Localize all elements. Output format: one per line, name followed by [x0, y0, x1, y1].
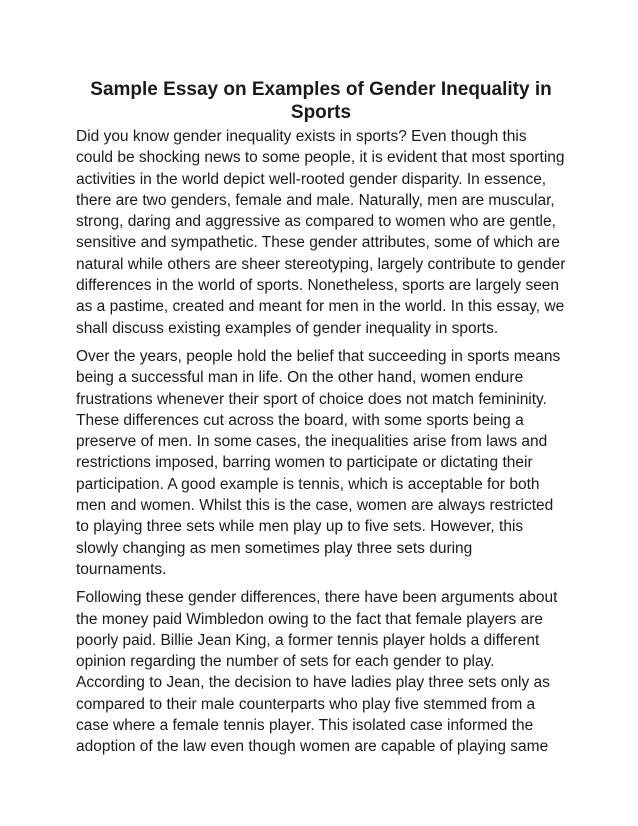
paragraph-2: Over the years, people hold the belief that succeeding in sports means being a successful man in life. On the other hand, women endure frustrations whenever their sport of choice does not match femininity. These differences cut across the board, with some sports being a preserve of men. In some cases, the inequalities arise from laws and restrictions imposed, barring women to participate or dictating their participation. A good example is tennis, which is acceptable for both men and women. Whilst this is the case, women are always restricted to playing three sets while men play up to five sets. However, this slowly changing as men sometimes play three sets during tournaments. [76, 347, 561, 578]
document-body [76, 78, 566, 765]
paragraph-3: Following these gender differences, there have been arguments about the money paid Wimbledon owing to the fact that female players are poorly paid. Billie Jean King, a former tennis player holds a different opinion regarding the number of sets for each gender to play. According to Jean, the decision to have ladies play three sets only as compared to their male counterparts who play five stemmed from a case where a female tennis player. This isolated case informed the adoption of the law even though women are capable of playing same [76, 589, 558, 756]
essay-title: Sample Essay on Examples of Gender Inequality in Sports [90, 79, 552, 123]
paragraph-1: Did you know gender inequality exists in sports? Even though this could be shocking news to some people, it is evident that most sporting activities in the world depict well-rooted gender disparity. In essence, there are two genders, female and male. Naturally, men are muscular, strong, daring and aggressive as compared to women who are gentle, sensitive and sympathetic. These gender attributes, some of which are natural while others are sheer stereotyping, largely contribute to gender differences in the world of sports. Nonetheless, sports are largely seen as a pastime, created and meant for men in the world. In this essay, we shall discuss existing examples of gender inequality in sports. [76, 128, 566, 337]
